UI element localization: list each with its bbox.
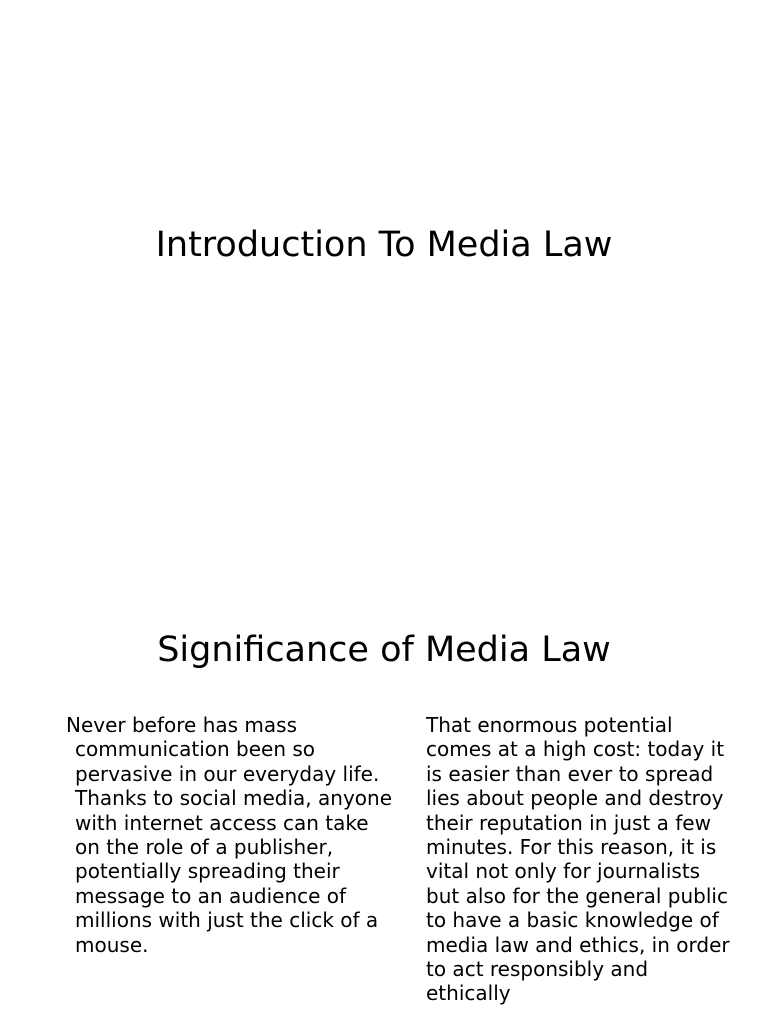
slide-2-left-column — [66, 713, 393, 957]
slide-1-title: Introduction To Media Law — [155, 225, 613, 265]
right-column-paragraph: That enormous potential comes at a high cost: today it is easier than ever to spread lies about people and destroy their reputation in just a few minutes. For this reason, it is vital not only for journalists but also for the general public to have a basic knowledge of media law and ethics, in order to act responsibly and ethically — [426, 713, 730, 1006]
left-column-paragraph: Never before has mass communication been so pervasive in our everyday life. Thanks to social media, anyone with internet access can take on the role of a publisher, potentially spreading their message to an audience of millions with just the click of a mouse. — [66, 713, 392, 957]
slide-2-right-column — [426, 713, 732, 1006]
slide-2-title: Significance of Media Law — [157, 630, 611, 670]
